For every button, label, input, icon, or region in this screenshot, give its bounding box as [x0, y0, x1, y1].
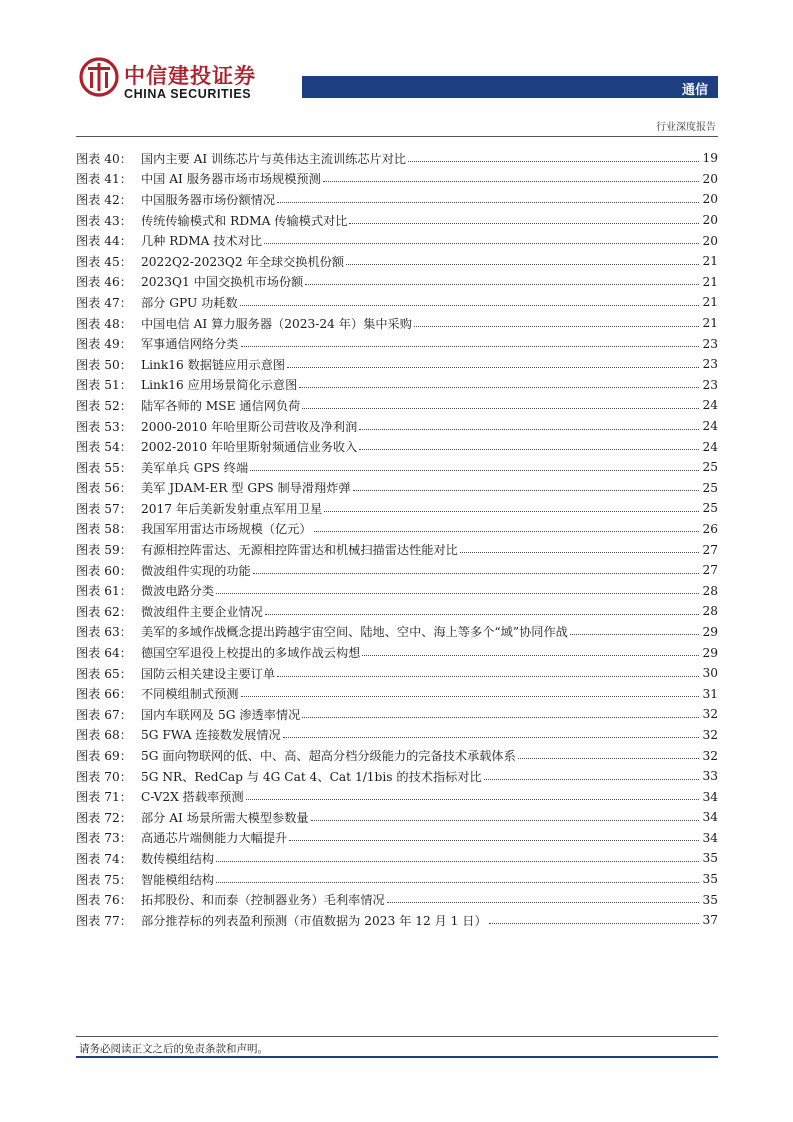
toc-entry-title[interactable]: 军事通信网络分类: [141, 337, 239, 352]
toc-leader-dots: [216, 593, 699, 594]
toc-entry-page: 34: [702, 789, 718, 804]
toc-entry-number: 图表 42：: [76, 192, 132, 207]
toc-entry[interactable]: [76, 663, 718, 684]
report-type: 行业深度报告: [656, 122, 716, 133]
toc-entry-number: 图表 56：: [76, 481, 132, 496]
toc-entry[interactable]: [76, 580, 718, 601]
toc-entry-title[interactable]: 部分推荐标的列表盈利预测（市值数据为 2023 年 12 月 1 日）: [141, 913, 487, 928]
toc-entry[interactable]: [76, 313, 718, 334]
toc-entry-title[interactable]: 智能模组结构: [141, 872, 215, 887]
toc-entry-page: 34: [702, 830, 718, 845]
toc-entry[interactable]: [76, 210, 718, 231]
section-bar: [302, 76, 718, 98]
toc-entry-title[interactable]: 微波电路分类: [141, 584, 215, 599]
toc-leader-dots: [216, 882, 699, 883]
toc-entry-title[interactable]: 美军单兵 GPS 终端: [141, 460, 249, 475]
toc-entry-page: 20: [702, 171, 718, 186]
toc-entry-page: 21: [702, 316, 718, 331]
toc-leader-dots: [353, 490, 700, 491]
toc-entry-title[interactable]: 有源相控阵雷达、无源相控阵雷达和机械扫描雷达性能对比: [141, 543, 458, 558]
toc-entry[interactable]: [76, 910, 718, 931]
toc-entry-number: 图表 71：: [76, 790, 132, 805]
toc-entry-page: 24: [702, 439, 718, 454]
toc-entry-title[interactable]: 部分 GPU 功耗数: [141, 295, 238, 310]
section-label: 通信: [681, 83, 708, 98]
figure-list: [76, 148, 718, 931]
toc-leader-dots: [302, 717, 699, 718]
toc-entry-page: 21: [702, 254, 718, 269]
toc-entry-page: 20: [702, 233, 718, 248]
toc-entry-title[interactable]: 几种 RDMA 技术对比: [141, 234, 263, 249]
toc-leader-dots: [489, 923, 700, 924]
toc-entry-title[interactable]: 美军的多域作战概念提出跨越宇宙空间、陆地、空中、海上等多个“域”协同作战: [141, 625, 568, 640]
toc-leader-dots: [314, 531, 700, 532]
toc-leader-dots: [346, 264, 699, 265]
toc-entry-title[interactable]: 高通芯片端侧能力大幅提升: [141, 831, 288, 846]
toc-entry-title[interactable]: C-V2X 搭载率预测: [141, 790, 244, 805]
toc-entry[interactable]: [76, 272, 718, 293]
toc-entry-page: 35: [702, 851, 718, 866]
toc-leader-dots: [349, 223, 699, 224]
toc-entry-page: 21: [702, 295, 718, 310]
toc-leader-dots: [302, 408, 699, 409]
toc-entry-number: 图表 54：: [76, 440, 132, 455]
toc-entry-title[interactable]: 5G FWA 连接数发展情况: [141, 728, 281, 743]
toc-entry-page: 24: [702, 398, 718, 413]
toc-entry-number: 图表 66：: [76, 687, 132, 702]
toc-entry[interactable]: [76, 622, 718, 643]
toc-entry-page: 29: [702, 624, 718, 639]
toc-entry-page: 25: [702, 480, 718, 495]
toc-entry-page: 21: [702, 274, 718, 289]
toc-entry-number: 图表 43：: [76, 213, 132, 228]
toc-entry[interactable]: [76, 683, 718, 704]
toc-entry-title[interactable]: Link16 应用场景简化示意图: [141, 378, 298, 393]
toc-entry-title[interactable]: 2023Q1 中国交换机市场份额: [141, 275, 304, 290]
toc-entry-title[interactable]: 2000-2010 年哈里斯公司营收及净利润: [141, 419, 358, 434]
toc-entry-number: 图表 72：: [76, 810, 132, 825]
toc-entry-page: 33: [702, 769, 718, 784]
toc-entry-title[interactable]: 传统传输模式和 RDMA 传输模式对比: [141, 213, 348, 228]
toc-entry-number: 图表 53：: [76, 419, 132, 434]
toc-entry[interactable]: [76, 889, 718, 910]
toc-entry-number: 图表 77：: [76, 913, 132, 928]
toc-leader-dots: [484, 779, 700, 780]
toc-entry-page: 32: [702, 748, 718, 763]
brand-name-cn: 中信建投证券: [124, 64, 256, 88]
toc-entry-number: 图表 63：: [76, 625, 132, 640]
toc-entry-number: 图表 45：: [76, 254, 132, 269]
toc-entry[interactable]: [76, 251, 718, 272]
toc-entry-number: 图表 41：: [76, 172, 132, 187]
toc-entry[interactable]: [76, 745, 718, 766]
toc-entry[interactable]: [76, 375, 718, 396]
toc-entry-number: 图表 55：: [76, 460, 132, 475]
toc-leader-dots: [570, 634, 700, 635]
toc-entry-page: 28: [702, 583, 718, 598]
toc-entry-page: 31: [702, 686, 718, 701]
toc-entry-number: 图表 50：: [76, 357, 132, 372]
toc-entry-title[interactable]: 中国 AI 服务器市场市场规模预测: [141, 172, 321, 187]
toc-entry-title[interactable]: 陆军各师的 MSE 通信网负荷: [141, 398, 301, 413]
toc-entry-page: 20: [702, 213, 718, 228]
page-header: [0, 0, 793, 140]
toc-entry-number: 图表 59：: [76, 543, 132, 558]
toc-entry-page: 32: [702, 727, 718, 742]
toc-entry-title[interactable]: 2017 年后美新发射重点军用卫星: [141, 501, 323, 516]
toc-entry-number: 图表 44：: [76, 234, 132, 249]
toc-entry-title[interactable]: 国内车联网及 5G 渗透率情况: [141, 707, 301, 722]
toc-leader-dots: [324, 511, 699, 512]
toc-entry-page: 26: [702, 521, 718, 536]
toc-entry[interactable]: [76, 457, 718, 478]
footer-divider: [76, 1036, 718, 1037]
toc-entry[interactable]: [76, 354, 718, 375]
toc-entry-title[interactable]: 美军 JDAM-ER 型 GPS 制导滑翔炸弹: [141, 481, 351, 496]
toc-entry-title[interactable]: 国内主要 AI 训练芯片与英伟达主流训练芯片对比: [141, 151, 407, 166]
toc-entry[interactable]: [76, 560, 718, 581]
toc-entry-page: 32: [702, 707, 718, 722]
toc-entry[interactable]: [76, 498, 718, 519]
toc-leader-dots: [299, 387, 699, 388]
toc-leader-dots: [359, 429, 699, 430]
toc-entry[interactable]: [76, 786, 718, 807]
toc-leader-dots: [265, 614, 700, 615]
toc-entry[interactable]: [76, 828, 718, 849]
toc-entry-number: 图表 48：: [76, 316, 132, 331]
toc-leader-dots: [253, 573, 700, 574]
toc-entry[interactable]: [76, 292, 718, 313]
toc-leader-dots: [387, 902, 700, 903]
toc-leader-dots: [408, 161, 699, 162]
toc-entry-page: 35: [702, 892, 718, 907]
toc-entry-number: 图表 57：: [76, 501, 132, 516]
toc-entry[interactable]: [76, 416, 718, 437]
toc-entry-number: 图表 75：: [76, 872, 132, 887]
header-divider: [76, 136, 718, 137]
toc-entry-page: 30: [702, 666, 718, 681]
toc-entry-number: 图表 67：: [76, 707, 132, 722]
toc-entry[interactable]: [76, 848, 718, 869]
toc-leader-dots: [277, 676, 699, 677]
toc-entry[interactable]: [76, 807, 718, 828]
toc-entry[interactable]: [76, 189, 718, 210]
toc-entry-page: 37: [702, 913, 718, 928]
toc-leader-dots: [289, 840, 699, 841]
toc-leader-dots: [246, 799, 700, 800]
toc-leader-dots: [460, 552, 700, 553]
toc-entry[interactable]: [76, 333, 718, 354]
toc-entry-number: 图表 51：: [76, 378, 132, 393]
toc-entry-number: 图表 73：: [76, 831, 132, 846]
toc-entry[interactable]: [76, 519, 718, 540]
footer-bar: [76, 1056, 718, 1058]
toc-entry-number: 图表 65：: [76, 666, 132, 681]
toc-leader-dots: [283, 737, 700, 738]
toc-entry-number: 图表 46：: [76, 275, 132, 290]
toc-entry-title[interactable]: 数传模组结构: [141, 851, 215, 866]
toc-entry-number: 图表 62：: [76, 604, 132, 619]
toc-entry-number: 图表 47：: [76, 295, 132, 310]
toc-entry-number: 图表 76：: [76, 893, 132, 908]
toc-entry-number: 图表 64：: [76, 646, 132, 661]
toc-entry-number: 图表 61：: [76, 584, 132, 599]
toc-entry-page: 23: [702, 336, 718, 351]
toc-leader-dots: [311, 820, 700, 821]
toc-leader-dots: [362, 655, 699, 656]
toc-entry-page: 27: [702, 542, 718, 557]
toc-entry[interactable]: [76, 704, 718, 725]
toc-entry-page: 28: [702, 604, 718, 619]
toc-leader-dots: [250, 470, 699, 471]
toc-entry-page: 34: [702, 810, 718, 825]
toc-entry[interactable]: [76, 642, 718, 663]
toc-leader-dots: [359, 449, 699, 450]
brand-name-en: CHINA SECURITIES: [124, 87, 252, 101]
toc-entry-page: 35: [702, 872, 718, 887]
toc-leader-dots: [240, 305, 700, 306]
toc-entry[interactable]: [76, 766, 718, 787]
toc-entry[interactable]: [76, 436, 718, 457]
toc-entry-title[interactable]: 2002-2010 年哈里斯射频通信业务收入: [141, 440, 358, 455]
toc-entry-title[interactable]: 我国军用雷达市场规模（亿元）: [141, 522, 312, 537]
toc-entry-number: 图表 74：: [76, 851, 132, 866]
toc-entry-title[interactable]: 5G NR、RedCap 与 4G Cat 4、Cat 1/1bis 的技术指标对比: [141, 769, 482, 784]
toc-leader-dots: [216, 861, 699, 862]
toc-entry-page: 23: [702, 377, 718, 392]
toc-entry-title[interactable]: 微波组件实现的功能: [141, 563, 251, 578]
toc-entry-page: 25: [702, 501, 718, 516]
toc-entry[interactable]: [76, 539, 718, 560]
toc-entry-page: 20: [702, 192, 718, 207]
toc-entry[interactable]: [76, 601, 718, 622]
toc-entry[interactable]: [76, 869, 718, 890]
toc-entry[interactable]: [76, 478, 718, 499]
toc-entry-title[interactable]: 国防云相关建设主要订单: [141, 666, 276, 681]
toc-entry[interactable]: [76, 395, 718, 416]
toc-entry-page: 27: [702, 563, 718, 578]
company-logo-icon: [79, 57, 119, 97]
toc-entry[interactable]: [76, 169, 718, 190]
toc-entry[interactable]: [76, 148, 718, 169]
toc-entry-title[interactable]: 拓邦股份、和而泰（控制器业务）毛利率情况: [141, 893, 385, 908]
toc-entry[interactable]: [76, 725, 718, 746]
toc-leader-dots: [323, 181, 700, 182]
toc-entry-page: 19: [702, 151, 718, 166]
toc-entry-number: 图表 49：: [76, 337, 132, 352]
toc-entry-page: 24: [702, 419, 718, 434]
toc-entry-title[interactable]: 不同模组制式预测: [141, 687, 239, 702]
toc-entry-number: 图表 58：: [76, 522, 132, 537]
toc-leader-dots: [241, 346, 700, 347]
toc-entry-title[interactable]: 德国空军退役上校提出的多域作战云构想: [141, 646, 361, 661]
toc-entry-number: 图表 40：: [76, 151, 132, 166]
toc-entry-number: 图表 68：: [76, 728, 132, 743]
toc-leader-dots: [264, 243, 699, 244]
toc-entry-title[interactable]: Link16 数据链应用示意图: [141, 357, 286, 372]
toc-entry-page: 23: [702, 357, 718, 372]
toc-leader-dots: [305, 284, 699, 285]
toc-entry-title[interactable]: 微波组件主要企业情况: [141, 604, 263, 619]
toc-entry-number: 图表 69：: [76, 749, 132, 764]
toc-entry-title[interactable]: 部分 AI 场景所需大模型参数量: [141, 810, 309, 825]
toc-entry-title[interactable]: 2022Q2-2023Q2 年全球交换机份额: [141, 254, 345, 269]
toc-leader-dots: [518, 758, 700, 759]
toc-entry-page: 25: [702, 460, 718, 475]
toc-leader-dots: [414, 326, 700, 327]
toc-entry-number: 图表 52：: [76, 398, 132, 413]
toc-entry-number: 图表 70：: [76, 769, 132, 784]
toc-leader-dots: [277, 202, 699, 203]
toc-leader-dots: [241, 696, 700, 697]
toc-entry-title[interactable]: 中国服务器市场份额情况: [141, 192, 276, 207]
toc-entry[interactable]: [76, 230, 718, 251]
toc-entry-number: 图表 60：: [76, 563, 132, 578]
toc-entry-page: 29: [702, 645, 718, 660]
toc-leader-dots: [287, 367, 699, 368]
toc-entry-title[interactable]: 5G 面向物联网的低、中、高、超高分档分级能力的完备技术承载体系: [141, 749, 516, 764]
footer-disclaimer: 请务必阅读正文之后的免责条款和声明。: [79, 1043, 268, 1055]
toc-entry-title[interactable]: 中国电信 AI 算力服务器（2023-24 年）集中采购: [141, 316, 412, 331]
